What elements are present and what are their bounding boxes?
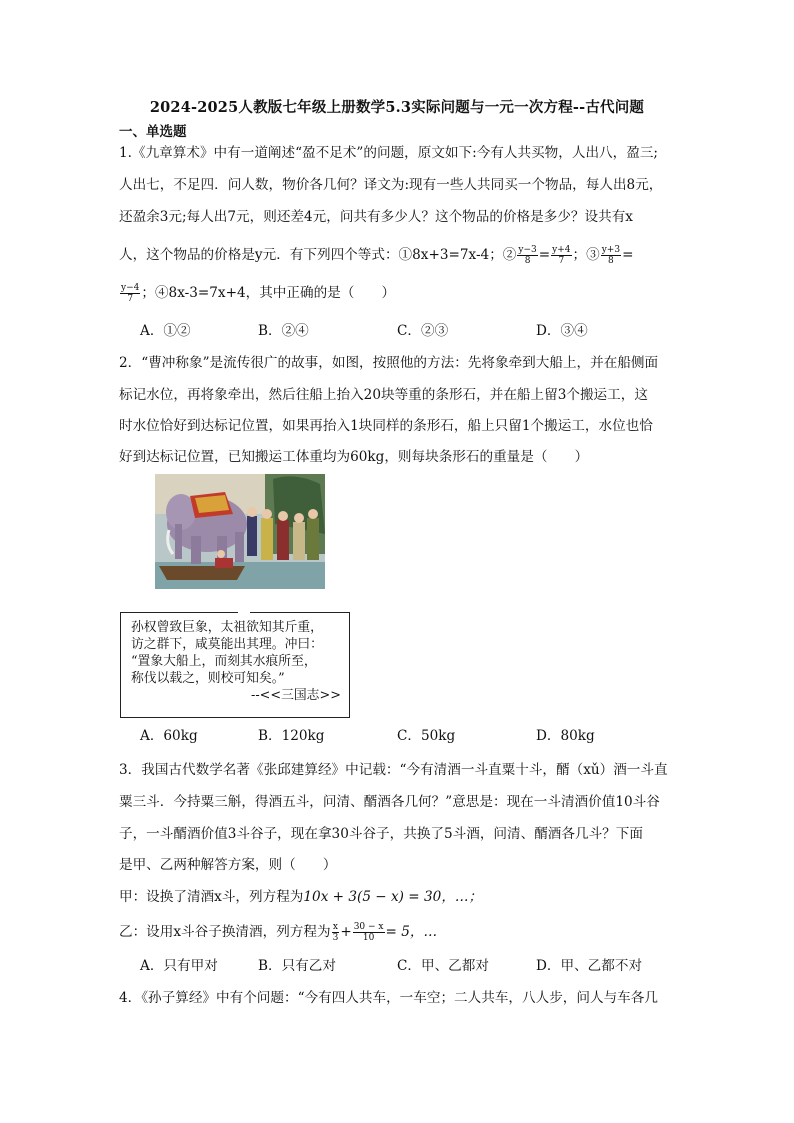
quote-line-1: 孙权曾致巨象，太祖欲知其斤重， [131,620,323,635]
q1-line-4-text: 人，这个物品的价格是y元．有下列四个等式：①8x+3=7x-4；② [119,247,517,263]
fraction: $\frac{30 - x}{10}$ [353,922,384,943]
q1-line-2: 人出七，不足四．问人数，物价各几何？译文为:现有一些人共同买一个物品，每人出8元， [119,177,663,193]
q2-line-4: 好到达标记位置，已知搬运工体重均为60kg，则每块条形石的重量是（ ） [119,449,589,465]
q2-option-a[interactable]: A．60kg [140,728,198,744]
q3-option-d[interactable]: D．甲、乙都不对 [536,958,643,974]
q3-option-b[interactable]: B．只有乙对 [258,958,336,974]
q3-option-c[interactable]: C．甲、乙都对 [397,958,489,974]
equals-sign: = [538,247,551,263]
q1-option-c[interactable]: C．②③ [397,323,449,339]
quote-line-3: “置象大船上，而刻其水痕所至， [131,654,317,669]
section-heading: 一、单选题 [119,124,187,140]
q1-line-4 [119,245,633,266]
plan-yi-equation-tail: = 5，… [385,924,438,940]
q1-line-3: 还盈余3元;每人出7元，则还差4元，问共有多少人？这个物品的价格是多少？设共有x [119,209,633,225]
q2-line-3: 时水位恰好到达标记位置，如果再抬入1块同样的条形石，船上只留1个搬运工，水位也恰 [119,418,653,434]
fraction: $\frac{y+3}{8}$ [601,245,621,266]
plan-jia-text: 甲：设换了清酒x斗，列方程为 [119,889,304,905]
q2-line-1: 2．“曹冲称象”是流传很广的故事，如图，按照他的方法：先将象牵到大船上，并在船侧面 [119,355,659,371]
equals-sign: = [622,247,634,263]
q1-line-1: 1.《九章算术》中有一道阐述“盈不足术”的问题，原文如下:今有人共买物，人出八，盈三; [119,145,658,161]
q2-line-2: 标记水位，再将象牵出，然后往船上抬入20块等重的条形石，并在船上留3个搬运工，这 [119,387,648,403]
quote-line-2: 访之群下，咸莫能出其理。冲曰： [131,637,323,652]
fraction: $\frac{y+4}{7}$ [552,245,571,266]
cao-chong-weighing-elephant-illustration [155,474,325,589]
quote-source: --<<三国志>> [251,688,341,703]
quote-line-4: 称伐以载之，则校可知矣。” [131,671,285,686]
fraction: $\frac{y-4}{7}$ [121,283,140,304]
q2-option-b[interactable]: B．120kg [258,728,325,744]
q1-line-5 [119,283,395,304]
document-title: 2024-2025人教版七年级上册数学5.3实际问题与一元一次方程--古代问题 [149,99,645,116]
q2-option-d[interactable]: D．80kg [536,728,595,744]
q3-line-4: 是甲、乙两种解答方案，则（ ） [119,857,337,873]
q1-line-5-text: ；④8x-3=7x+4，其中正确的是（ ） [141,285,396,301]
q4-line-1: 4．《孙子算经》中有个问题：“今有四人共车，一车空；二人共车，八人步，问人与车各几 [119,990,658,1006]
q3-option-a[interactable]: A．只有甲对 [140,958,218,974]
plus-sign: + [340,924,352,940]
q3-line-1: 3．我国古代数学名著《张邱建算经》中记载：“今有清酒一斗直粟十斗，醑（xǔ）酒一斗直 [119,762,668,778]
plan-jia-equation: 10x + 3(5 − x) = 30，…； [303,889,483,905]
q2-option-c[interactable]: C．50kg [397,728,456,744]
fraction: $\frac{x}{3}$ [332,922,339,943]
q1-option-a[interactable]: A．①② [140,323,191,339]
q1-option-d[interactable]: D．③④ [536,323,588,339]
q3-line-3: 子，一斗醑酒价值3斗谷子，现在拿30斗谷子，共换了5斗酒，问清、醑酒各几斗？下面 [119,826,643,842]
q3-plan-yi [119,922,437,943]
fraction: $\frac{y-3}{8}$ [518,245,537,266]
q3-plan-jia [119,887,482,907]
q1-option-b[interactable]: B．②④ [258,323,309,339]
speech-bubble [120,612,350,718]
separator: ；③ [572,247,600,263]
tail-joint [238,611,250,613]
q3-line-2: 粟三斗．今持粟三斛，得酒五斗，问清、醑酒各几何？”意思是：现在一斗清酒价值10斗谷 [119,794,660,810]
plan-yi-text: 乙：设用x斗谷子换清酒，列方程为 [119,924,331,940]
